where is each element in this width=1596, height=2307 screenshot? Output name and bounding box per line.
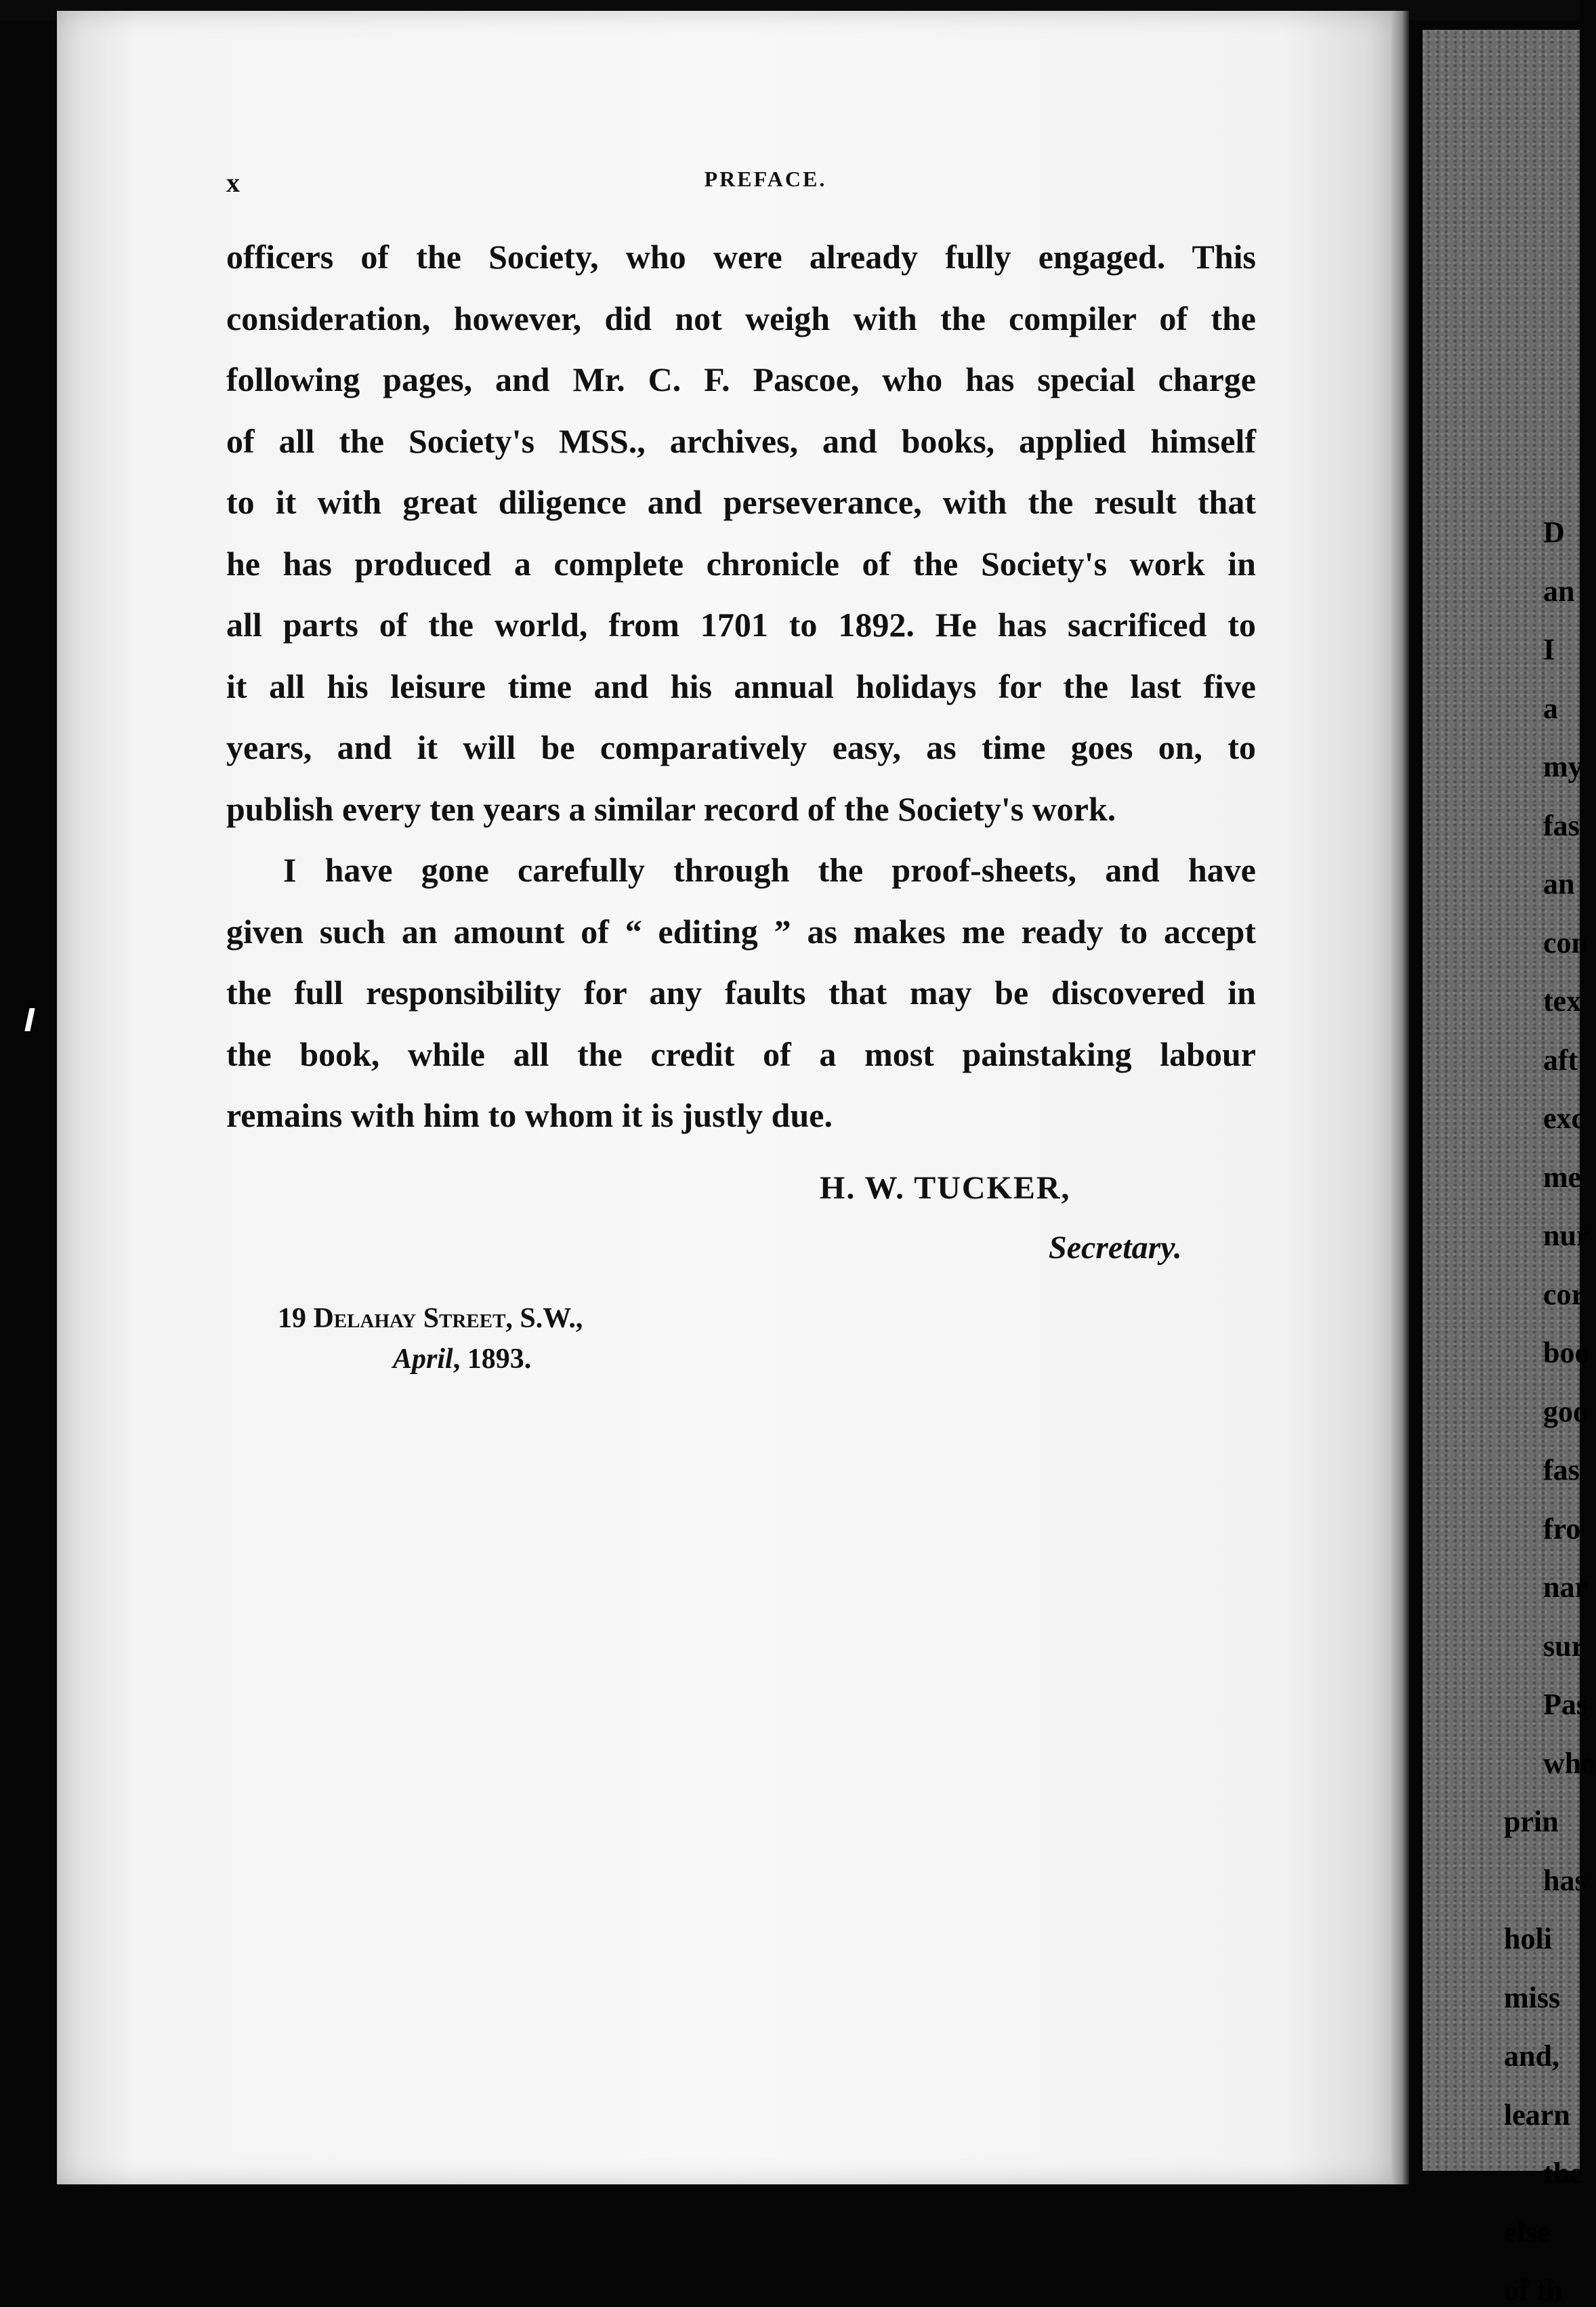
adjacent-page-fragment: fas [1543, 1453, 1580, 1487]
adjacent-page-fragment: of th [1504, 2274, 1563, 2307]
adjacent-page-fragment: fas [1543, 808, 1580, 842]
adjacent-page-fragment: holi [1504, 1922, 1552, 1955]
text-line: the full responsibility for any faults that may be discovered in [226, 974, 1256, 1012]
adjacent-page-fragment: aft [1543, 1043, 1578, 1077]
adjacent-page [1423, 30, 1596, 2307]
adjacent-page-fragment: fro [1543, 1512, 1581, 1545]
text-line: to it with great diligence and perseverance, with the result that [226, 483, 1256, 521]
adjacent-page-fragment: boo [1543, 1336, 1590, 1369]
adjacent-page-fragment: else [1504, 2215, 1551, 2249]
adjacent-page-fragment: the [1543, 2157, 1583, 2190]
adjacent-page-fragment: exc [1543, 1102, 1585, 1135]
signatory-title: Secretary. [1049, 1230, 1182, 1266]
text-line: he has produced a complete chronicle of the Society's work in [226, 544, 1256, 583]
date-month: April [393, 1344, 453, 1375]
text-line: following pages, and Mr. C. F. Pascoe, who has special charge [226, 360, 1256, 398]
adjacent-page-fragment: miss [1504, 1980, 1561, 2014]
text-line: of all the Society's MSS., archives, and books, applied himself [226, 421, 1256, 460]
adjacent-page-fragment: nar [1543, 1571, 1588, 1604]
text-line: consideration, however, did not weigh with the compiler of the [226, 299, 1256, 337]
adjacent-page-fragment: and, [1504, 2039, 1559, 2073]
adjacent-page-fragment: D [1543, 516, 1565, 549]
adjacent-page-fragment: cor [1543, 1277, 1585, 1311]
adjacent-page-fragment: tex [1543, 984, 1582, 1018]
scan-artifact-mark [24, 1008, 35, 1031]
text-line: the book, while all the credit of a most painstaking labour [226, 1035, 1256, 1073]
adjacent-page-fragment: con [1543, 926, 1588, 959]
adjacent-page-fragment: an [1543, 574, 1575, 608]
adjacent-page-fragment: has [1543, 1863, 1587, 1897]
adjacent-page-fragment: prin [1504, 1805, 1559, 1838]
address-line: 19 Delahay Street, S.W., [278, 1303, 583, 1334]
preface-body [226, 226, 1256, 1146]
date-year: , 1893. [453, 1344, 532, 1375]
adjacent-page-fragment: sur [1543, 1629, 1585, 1663]
adjacent-page-fragment: I [1543, 633, 1555, 666]
text-line: it all his leisure time and his annual holidays for the last five [226, 667, 1256, 705]
text-line: given such an amount of “ editing ” as makes me ready to accept [226, 912, 1256, 951]
signatory-name: H. W. TUCKER, [820, 1170, 1071, 1206]
text-line: remains with him to whom it is justly due. [226, 1096, 833, 1134]
running-head: PREFACE. [704, 167, 827, 191]
date-line [393, 1343, 531, 1375]
adjacent-page-fragment: nur [1543, 1219, 1590, 1252]
text-line: all parts of the world, from 1701 to 1892. He has sacrificed to [226, 606, 1256, 644]
page-gutter [1391, 11, 1409, 2184]
adjacent-page-fragment: learn [1504, 2098, 1570, 2132]
text-line: officers of the Society, who were already fully engaged. This [226, 238, 1256, 276]
adjacent-page-fragment: my [1543, 750, 1583, 783]
adjacent-page-fragment: a [1543, 691, 1558, 725]
adjacent-page-fragment: me [1543, 1160, 1582, 1194]
adjacent-page-fragment: Pas [1543, 1688, 1588, 1721]
text-line: publish every ten years a similar record of the Society's work. [226, 789, 1116, 828]
text-line: years, and it will be comparatively easy, as time goes on, to [226, 728, 1256, 766]
adjacent-page-fragment: an [1543, 867, 1575, 900]
adjacent-page-fragment: who [1543, 1746, 1596, 1780]
adjacent-page-fragment: goo [1543, 1394, 1588, 1428]
text-line: I have gone carefully through the proof-sheets, and have [283, 851, 1256, 889]
page-number: x [226, 167, 240, 198]
